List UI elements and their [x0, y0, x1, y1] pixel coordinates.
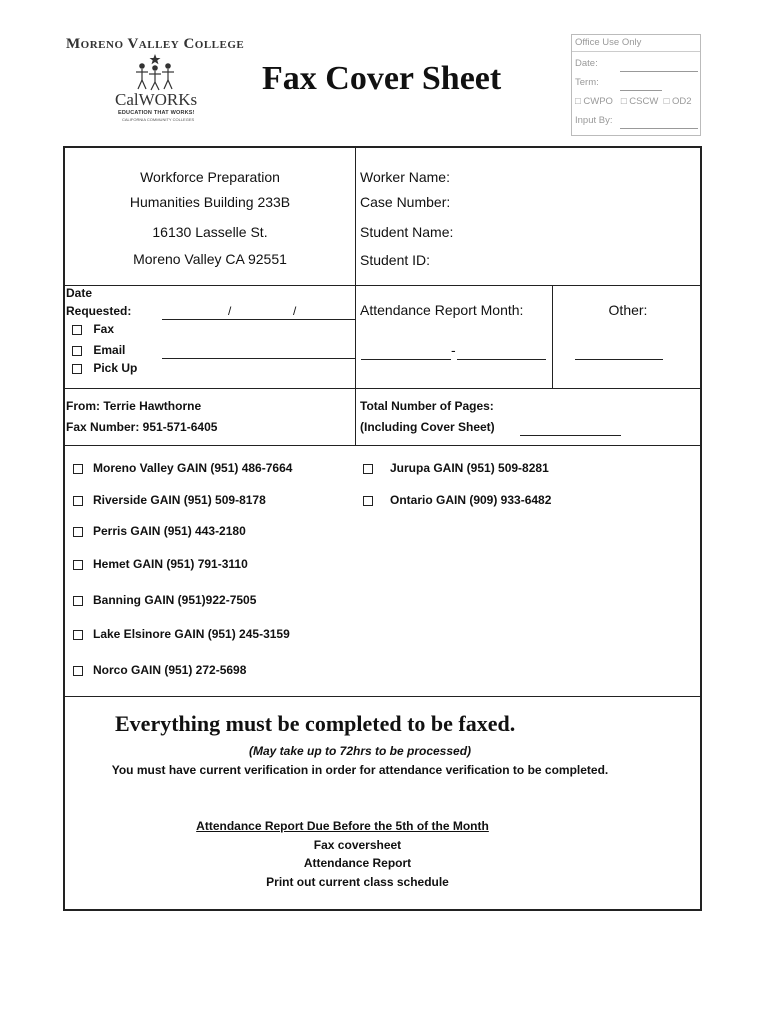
requested-label: Requested: [66, 304, 132, 318]
pickup-checkbox[interactable] [72, 364, 82, 374]
from-label: From: Terrie Hawthorne [66, 399, 202, 413]
checklist-item: Fax coversheet [313, 838, 402, 852]
gain-label: Perris GAIN (951) 443-2180 [93, 524, 246, 538]
address-line-4: Moreno Valley CA 92551 [133, 251, 287, 267]
email-option[interactable] [72, 343, 125, 357]
college-name: Moreno Valley College [66, 36, 245, 52]
calworks-tagline-sub: CALIFORNIA COMMUNITY COLLEGES [122, 117, 195, 122]
date-slash: / [293, 304, 297, 318]
gain-option-banning[interactable] [73, 593, 256, 607]
gain-label: Norco GAIN (951) 272-5698 [93, 663, 247, 677]
page-title: Fax Cover Sheet [262, 60, 502, 97]
od2-checkbox[interactable]: □ [663, 96, 670, 107]
gain-option-moreno-valley[interactable] [73, 461, 292, 475]
fax-option-label: Fax [93, 322, 115, 336]
gain-label: Riverside GAIN (951) 509-8178 [93, 493, 266, 507]
gain-label: Lake Elsinore GAIN (951) 245-3159 [93, 627, 290, 641]
month-dash: - [451, 342, 456, 358]
due-heading: Attendance Report Due Before the 5th of the Month [196, 819, 489, 833]
divider [65, 285, 700, 286]
gain-option-jurupa[interactable] [363, 461, 549, 475]
address-line-3: 16130 Lasselle St. [152, 224, 268, 240]
office-date-field[interactable] [620, 71, 698, 72]
fax-checkbox[interactable] [72, 325, 82, 335]
date-requested-field[interactable] [162, 319, 355, 320]
student-id-label: Student ID: [360, 252, 431, 268]
divider [65, 388, 700, 389]
gain-option-norco[interactable] [73, 663, 246, 677]
gain-label: Hemet GAIN (951) 791-3110 [93, 557, 248, 571]
calworks-tagline: EDUCATION THAT WORKS! [118, 110, 195, 116]
gain-label: Moreno Valley GAIN (951) 486-7664 [93, 461, 293, 475]
other-field[interactable] [575, 359, 663, 360]
gain-checkbox[interactable] [73, 464, 83, 474]
gain-checkbox[interactable] [73, 666, 83, 676]
address-line-1: Workforce Preparation [140, 169, 280, 185]
divider [355, 148, 356, 445]
gain-option-perris[interactable] [73, 524, 246, 538]
calworks-logo-text: CalWORKs [115, 90, 198, 109]
fax-option[interactable] [72, 322, 114, 336]
gain-option-lake-elsinore[interactable] [73, 627, 290, 641]
office-term-label: Term: [575, 77, 599, 88]
date-label: Date [66, 286, 93, 300]
cwpo-checkbox[interactable]: □ [575, 96, 581, 107]
checklist-item: Attendance Report [303, 856, 412, 870]
fax-number-label: Fax Number: 951-571-6405 [66, 420, 218, 434]
email-checkbox[interactable] [72, 346, 82, 356]
office-options [575, 96, 692, 107]
office-input-by-field[interactable] [620, 128, 698, 129]
notice-headline: Everything must be completed to be faxed. [115, 711, 516, 736]
gain-label: Ontario GAIN (909) 933-6482 [390, 493, 552, 507]
attendance-month-label: Attendance Report Month: [360, 302, 524, 318]
other-label: Other: [608, 302, 648, 318]
office-term-field[interactable] [620, 90, 662, 91]
processing-note: (May take up to 72hrs to be processed) [248, 744, 472, 758]
cscw-label: CSCW [629, 96, 659, 107]
fax-form [63, 146, 702, 911]
address-line-2: Humanities Building 233B [129, 194, 291, 210]
including-cover-label: (Including Cover Sheet) [360, 420, 495, 434]
gain-option-riverside[interactable] [73, 493, 266, 507]
gain-checkbox[interactable] [363, 496, 373, 506]
email-option-label: Email [93, 343, 126, 357]
office-input-by-label: Input By: [575, 115, 613, 126]
gain-checkbox[interactable] [73, 527, 83, 537]
date-slash: / [228, 304, 232, 318]
checklist-item: Print out current class schedule [266, 875, 449, 889]
total-pages-label: Total Number of Pages: [360, 399, 494, 413]
verification-note: You must have current verification in order for attendance verification to be completed. [111, 763, 609, 777]
gain-checkbox[interactable] [73, 630, 83, 640]
total-pages-field[interactable] [520, 435, 621, 436]
case-number-label: Case Number: [360, 194, 451, 210]
pickup-option-label: Pick Up [93, 361, 138, 375]
email-field[interactable] [162, 358, 355, 359]
office-date-label: Date: [575, 58, 598, 69]
calworks-logo-figures-icon [132, 52, 178, 92]
gain-label: Jurupa GAIN (951) 509-8281 [390, 461, 549, 475]
cwpo-label: CWPO [583, 96, 613, 107]
attendance-month-start-field[interactable] [361, 359, 451, 360]
divider [65, 445, 700, 446]
pickup-option[interactable] [72, 361, 137, 375]
gain-checkbox[interactable] [73, 560, 83, 570]
gain-label: Banning GAIN (951)922-7505 [93, 593, 257, 607]
divider [552, 285, 553, 388]
office-use-heading: Office Use Only [572, 35, 700, 52]
worker-name-label: Worker Name: [360, 169, 450, 185]
cscw-checkbox[interactable]: □ [620, 96, 627, 107]
office-use-box [571, 34, 701, 136]
gain-checkbox[interactable] [363, 464, 373, 474]
gain-checkbox[interactable] [73, 496, 83, 506]
divider [65, 696, 700, 697]
gain-checkbox[interactable] [73, 596, 83, 606]
gain-option-ontario[interactable] [363, 493, 551, 507]
attendance-month-end-field[interactable] [457, 359, 546, 360]
student-name-label: Student Name: [360, 224, 454, 240]
gain-option-hemet[interactable] [73, 557, 248, 571]
od2-label: OD2 [671, 96, 692, 107]
